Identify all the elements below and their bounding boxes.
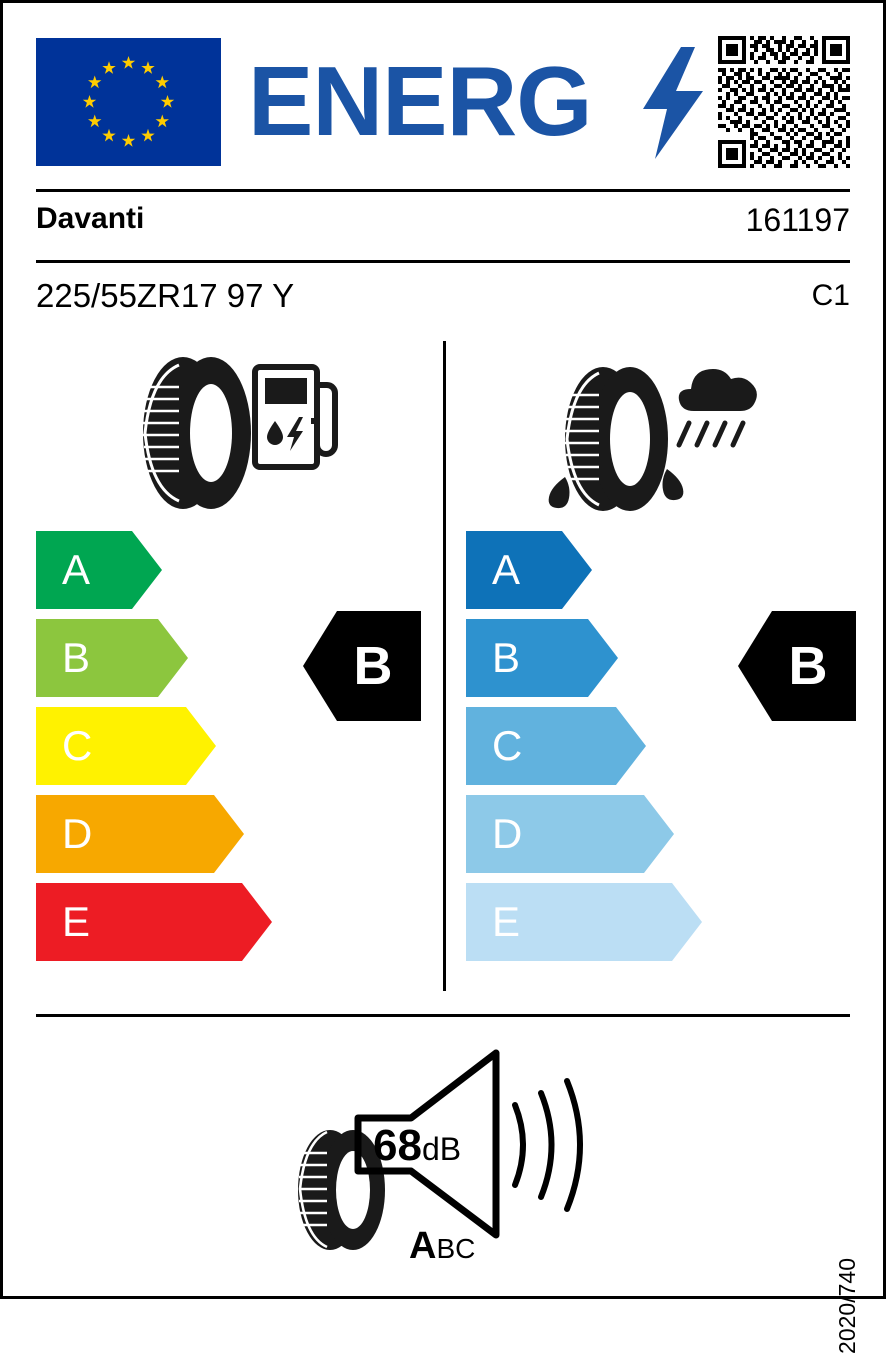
- grade-row-e: [466, 883, 726, 961]
- page-title: ENERG: [248, 46, 592, 156]
- grade-row-e: [36, 883, 296, 961]
- divider-brand: [36, 260, 850, 263]
- grade-arrow-b: [466, 619, 618, 697]
- noise-unit: dB: [421, 1131, 462, 1167]
- fuel-efficiency-rating-badge: [303, 611, 421, 721]
- fuel-efficiency-rating: B: [353, 636, 393, 696]
- grade-letter-b: B: [492, 634, 521, 681]
- grade-letter-d: D: [492, 810, 523, 857]
- sound-waves-icon: [515, 1081, 580, 1209]
- noise-class-selected: A: [409, 1225, 437, 1267]
- noise-class-rest: BC: [436, 1233, 476, 1264]
- grade-letter-c: C: [492, 722, 523, 769]
- wet-grip-rating: B: [788, 636, 828, 696]
- fuel-efficiency-scale: [36, 531, 296, 971]
- regulation-reference: 2020/740: [834, 1258, 860, 1354]
- eu-flag-icon: [36, 38, 221, 166]
- grade-arrow-a: [466, 531, 592, 609]
- divider-vertical: [443, 341, 446, 991]
- tyre-noise-icon: [298, 1130, 385, 1250]
- model-code: 161197: [745, 202, 850, 238]
- grade-letter-b: B: [62, 634, 91, 681]
- tyre-size: 225/55ZR17 97 Y: [36, 277, 295, 314]
- grade-letter-c: C: [62, 722, 93, 769]
- eu-stars: [36, 38, 221, 166]
- grade-row-b: [36, 619, 296, 697]
- wet-grip-pictogram: [531, 351, 756, 516]
- noise-class: [409, 1225, 475, 1268]
- grade-row-c: [466, 707, 726, 785]
- fuel-pump-icon: [255, 367, 335, 467]
- grade-arrow-b: [36, 619, 188, 697]
- fuel-efficiency-pictogram: [123, 351, 338, 516]
- grade-row-a: [36, 531, 296, 609]
- label-header: [3, 3, 883, 189]
- grade-row-b: [466, 619, 726, 697]
- noise-value: [373, 1121, 461, 1171]
- grade-letter-e: E: [62, 898, 91, 945]
- grade-letter-e: E: [492, 898, 521, 945]
- grade-letter-a: A: [492, 546, 521, 593]
- rain-cloud-icon: [679, 369, 757, 445]
- brand-name: Davanti: [36, 202, 145, 235]
- tyre-wet-icon: [549, 367, 684, 511]
- wet-grip-rating-badge: [738, 611, 856, 721]
- divider-noise: [36, 1014, 850, 1017]
- tyre-class: C1: [811, 279, 850, 312]
- wet-grip-scale: [466, 531, 726, 971]
- divider-top: [36, 189, 850, 192]
- grade-row-d: [466, 795, 726, 873]
- grade-arrow-a: [36, 531, 162, 609]
- grade-row-a: [466, 531, 726, 609]
- tyre-icon: [143, 357, 251, 509]
- lightning-bolt-icon: [643, 47, 703, 159]
- noise-number: 68: [373, 1121, 422, 1170]
- grade-row-c: [36, 707, 296, 785]
- grade-letter-d: D: [62, 810, 93, 857]
- qr-code-icon: [718, 36, 850, 168]
- grade-letter-a: A: [62, 546, 91, 593]
- grade-row-d: [36, 795, 296, 873]
- noise-section: [283, 1043, 603, 1268]
